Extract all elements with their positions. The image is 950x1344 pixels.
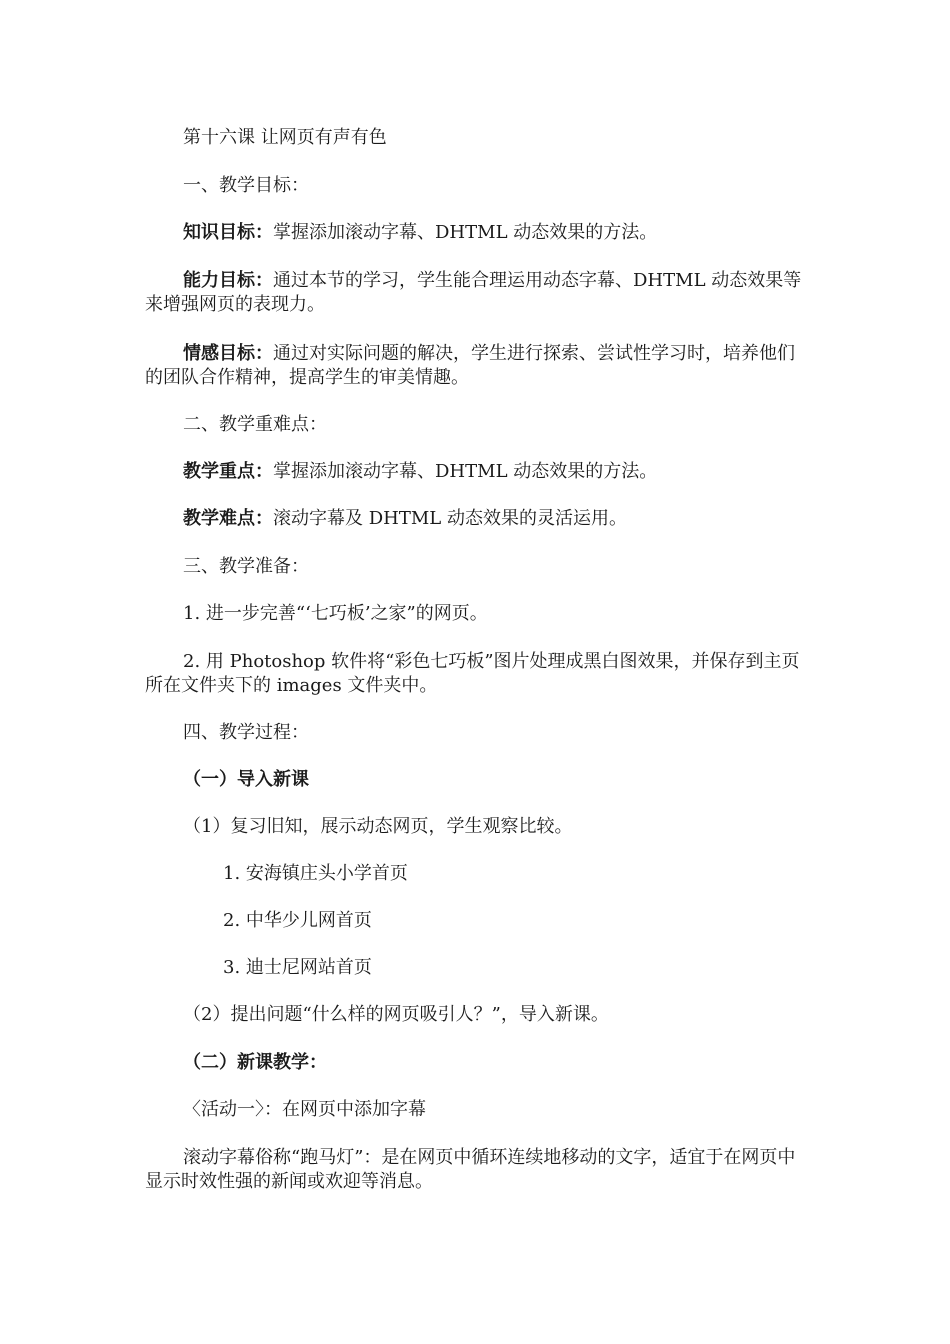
paragraph-key-point <box>145 460 805 484</box>
section-heading-process: 四、教学过程： <box>183 722 309 743</box>
section-heading-goals: 一、教学目标： <box>183 175 309 196</box>
list-item: 1. 安海镇庄头小学首页 <box>223 863 408 884</box>
lesson-title: 第十六课 让网页有声有色 <box>183 127 387 148</box>
step-review: （1）复习旧知，展示动态网页，学生观察比较。 <box>183 816 573 837</box>
label-ability-goal: 能力目标： <box>183 270 273 291</box>
section-heading-key-points: 二、教学重难点： <box>183 414 327 435</box>
text-difficult-point: 滚动字幕及 DHTML 动态效果的灵活运用。 <box>273 508 627 529</box>
list-item: 3. 迪士尼网站首页 <box>223 957 372 978</box>
part-heading-intro: （一）导入新课 <box>183 769 309 790</box>
part-heading-new-lesson: （二）新课教学： <box>183 1052 327 1073</box>
paragraph-knowledge-goal <box>145 221 805 245</box>
text-key-point: 掌握添加滚动字幕、DHTML 动态效果的方法。 <box>273 461 658 482</box>
paragraph-marquee-description: 滚动字幕俗称“跑马灯”：是在网页中循环连续地移动的文字，适宜于在网页中显示时效性强的新闻或欢迎等消息。 <box>145 1147 796 1192</box>
label-emotion-goal: 情感目标： <box>183 343 273 364</box>
list-item: 2. 中华少儿网首页 <box>223 910 372 931</box>
paragraph-emotion-goal <box>145 342 805 390</box>
preparation-item-1: 1. 进一步完善“‘七巧板’之家”的网页。 <box>183 603 488 624</box>
text-emotion-goal: 通过对实际问题的解决，学生进行探索、尝试性学习时，培养他们的团队合作精神，提高学生的审美情趣。 <box>145 343 795 388</box>
preparation-item-2: 2. 用 Photoshop 软件将“彩色七巧板”图片处理成黑白图效果，并保存到主页所在文件夹下的 images 文件夹中。 <box>145 651 800 696</box>
section-heading-preparation: 三、教学准备： <box>183 556 309 577</box>
text-knowledge-goal: 掌握添加滚动字幕、DHTML 动态效果的方法。 <box>273 222 658 243</box>
activity-heading: 〈活动一〉：在网页中添加字幕 <box>183 1099 426 1120</box>
text-ability-goal: 通过本节的学习，学生能合理运用动态字幕、DHTML 动态效果等来增强网页的表现力。 <box>145 270 802 315</box>
label-knowledge-goal: 知识目标： <box>183 222 273 243</box>
step-question: （2）提出问题“什么样的网页吸引人？”，导入新课。 <box>183 1004 609 1025</box>
paragraph-difficult-point <box>145 507 805 531</box>
paragraph-ability-goal <box>145 269 805 317</box>
label-key-point: 教学重点： <box>183 461 273 482</box>
label-difficult-point: 教学难点： <box>183 508 273 529</box>
